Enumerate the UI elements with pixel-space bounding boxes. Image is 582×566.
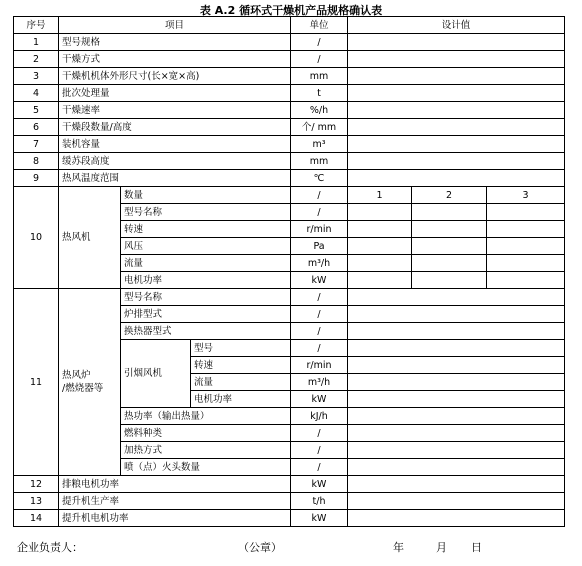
- unit-cell: r/min: [291, 357, 348, 374]
- design-value-cell: [412, 238, 487, 255]
- unit-cell: mm: [291, 68, 348, 85]
- table-row: [14, 493, 565, 510]
- unit-cell: /: [291, 306, 348, 323]
- spec-table: [13, 16, 565, 527]
- item-cell: 干燥速率: [59, 102, 291, 119]
- group-label-line: 热风炉: [62, 370, 91, 381]
- item-cell: 提升机生产率: [59, 493, 291, 510]
- seq-cell: 6: [14, 119, 59, 136]
- header-unit: 单位: [291, 17, 348, 34]
- item-cell: 提升机电机功率: [59, 510, 291, 527]
- design-value-cell: [348, 204, 412, 221]
- item-cell: 加热方式: [121, 442, 291, 459]
- design-value-cell: [348, 459, 565, 476]
- unit-cell: /: [291, 459, 348, 476]
- item-cell: 炉排型式: [121, 306, 291, 323]
- design-value-cell: [348, 255, 412, 272]
- design-value-cell: [348, 306, 565, 323]
- table-row: [14, 68, 565, 85]
- design-value-cell: [487, 238, 565, 255]
- item-cell: 装机容量: [59, 136, 291, 153]
- seq-cell: 13: [14, 493, 59, 510]
- group-label-furnace: [59, 289, 121, 476]
- item-cell: 数量: [121, 187, 291, 204]
- design-value-cell: [487, 221, 565, 238]
- design-value-cell: [487, 204, 565, 221]
- seq-cell: 11: [14, 289, 59, 476]
- design-value-cell: [348, 68, 565, 85]
- design-value-cell: 2: [412, 187, 487, 204]
- seq-cell: 2: [14, 51, 59, 68]
- seq-cell: 1: [14, 34, 59, 51]
- header-item: 项目: [59, 17, 291, 34]
- footer-responsible: 企业负责人：: [17, 541, 83, 554]
- item-cell: 热功率（输出热量）: [121, 408, 291, 425]
- header-design: 设计值: [348, 17, 565, 34]
- unit-cell: m³: [291, 136, 348, 153]
- table-row: [14, 510, 565, 527]
- unit-cell: t/h: [291, 493, 348, 510]
- item-cell: 电机功率: [191, 391, 291, 408]
- item-cell: 燃料种类: [121, 425, 291, 442]
- unit-cell: t: [291, 85, 348, 102]
- induced-fan-label: 引烟风机: [121, 340, 191, 408]
- design-value-cell: [487, 272, 565, 289]
- seq-cell: 10: [14, 187, 59, 289]
- design-value-cell: [348, 136, 565, 153]
- table-row: [14, 119, 565, 136]
- seq-cell: 4: [14, 85, 59, 102]
- design-value-cell: [348, 272, 412, 289]
- table-row: [14, 476, 565, 493]
- item-cell: 换热器型式: [121, 323, 291, 340]
- seq-cell: 3: [14, 68, 59, 85]
- design-value-cell: [412, 255, 487, 272]
- design-value-cell: [348, 391, 565, 408]
- design-value-cell: [348, 323, 565, 340]
- design-value-cell: [487, 255, 565, 272]
- design-value-cell: [348, 289, 565, 306]
- design-value-cell: [348, 153, 565, 170]
- unit-cell: /: [291, 204, 348, 221]
- item-cell: 型号规格: [59, 34, 291, 51]
- design-value-cell: [348, 357, 565, 374]
- design-value-cell: [348, 170, 565, 187]
- unit-cell: /: [291, 425, 348, 442]
- item-cell: 热风温度范围: [59, 170, 291, 187]
- design-value-cell: [412, 204, 487, 221]
- item-cell: 干燥机机体外形尺寸(长×宽×高): [59, 68, 291, 85]
- seq-cell: 5: [14, 102, 59, 119]
- design-value-cell: [348, 34, 565, 51]
- unit-cell: mm: [291, 153, 348, 170]
- footer-year: 年: [393, 541, 404, 554]
- design-value-cell: 1: [348, 187, 412, 204]
- unit-cell: /: [291, 323, 348, 340]
- unit-cell: %/h: [291, 102, 348, 119]
- unit-cell: ℃: [291, 170, 348, 187]
- table-row: [14, 136, 565, 153]
- design-value-cell: [348, 493, 565, 510]
- unit-cell: kW: [291, 272, 348, 289]
- unit-cell: kJ/h: [291, 408, 348, 425]
- unit-cell: /: [291, 289, 348, 306]
- footer-seal: （公章）: [238, 541, 282, 554]
- unit-cell: r/min: [291, 221, 348, 238]
- design-value-cell: [348, 340, 565, 357]
- header-seq: 序号: [14, 17, 59, 34]
- group-label-line: /燃烧器等: [62, 383, 104, 394]
- seq-cell: 8: [14, 153, 59, 170]
- unit-cell: kW: [291, 476, 348, 493]
- item-cell: 电机功率: [121, 272, 291, 289]
- unit-cell: kW: [291, 510, 348, 527]
- table-title: 表 A.2 循环式干燥机产品规格确认表: [199, 4, 383, 17]
- item-cell: 风压: [121, 238, 291, 255]
- table-row: [14, 170, 565, 187]
- unit-cell: 个/ mm: [291, 119, 348, 136]
- unit-cell: /: [291, 187, 348, 204]
- design-value-cell: [348, 51, 565, 68]
- item-cell: 干燥段数量/高度: [59, 119, 291, 136]
- design-value-cell: [348, 476, 565, 493]
- unit-cell: /: [291, 340, 348, 357]
- table-row: [14, 51, 565, 68]
- item-cell: 型号名称: [121, 204, 291, 221]
- item-cell: 缓苏段高度: [59, 153, 291, 170]
- design-value-cell: [412, 272, 487, 289]
- item-cell: 型号名称: [121, 289, 291, 306]
- seq-cell: 14: [14, 510, 59, 527]
- seq-cell: 7: [14, 136, 59, 153]
- unit-cell: m³/h: [291, 374, 348, 391]
- item-cell: 流量: [191, 374, 291, 391]
- design-value-cell: [348, 374, 565, 391]
- group-label-fan: 热风机: [59, 187, 121, 289]
- item-cell: 流量: [121, 255, 291, 272]
- unit-cell: m³/h: [291, 255, 348, 272]
- header-row: [14, 17, 565, 34]
- item-cell: 排粮电机功率: [59, 476, 291, 493]
- unit-cell: Pa: [291, 238, 348, 255]
- item-cell: 干燥方式: [59, 51, 291, 68]
- item-cell: 型号: [191, 340, 291, 357]
- item-cell: 喷（点）火头数量: [121, 459, 291, 476]
- design-value-cell: [348, 510, 565, 527]
- item-cell: 转速: [191, 357, 291, 374]
- design-value-cell: [348, 442, 565, 459]
- unit-cell: kW: [291, 391, 348, 408]
- design-value-cell: [348, 221, 412, 238]
- design-value-cell: [348, 425, 565, 442]
- design-value-cell: 3: [487, 187, 565, 204]
- design-value-cell: [348, 119, 565, 136]
- item-cell: 转速: [121, 221, 291, 238]
- design-value-cell: [348, 102, 565, 119]
- table-row: [14, 34, 565, 51]
- unit-cell: /: [291, 442, 348, 459]
- design-value-cell: [412, 221, 487, 238]
- table-row: [14, 102, 565, 119]
- table-row: [14, 85, 565, 102]
- seq-cell: 9: [14, 170, 59, 187]
- unit-cell: /: [291, 51, 348, 68]
- footer-day: 日: [471, 541, 482, 554]
- footer-month: 月: [436, 541, 447, 554]
- design-value-cell: [348, 85, 565, 102]
- item-cell: 批次处理量: [59, 85, 291, 102]
- unit-cell: /: [291, 34, 348, 51]
- table-row: [14, 153, 565, 170]
- fan-row: [14, 187, 565, 204]
- furnace-row: [14, 289, 565, 306]
- design-value-cell: [348, 408, 565, 425]
- design-value-cell: [348, 238, 412, 255]
- seq-cell: 12: [14, 476, 59, 493]
